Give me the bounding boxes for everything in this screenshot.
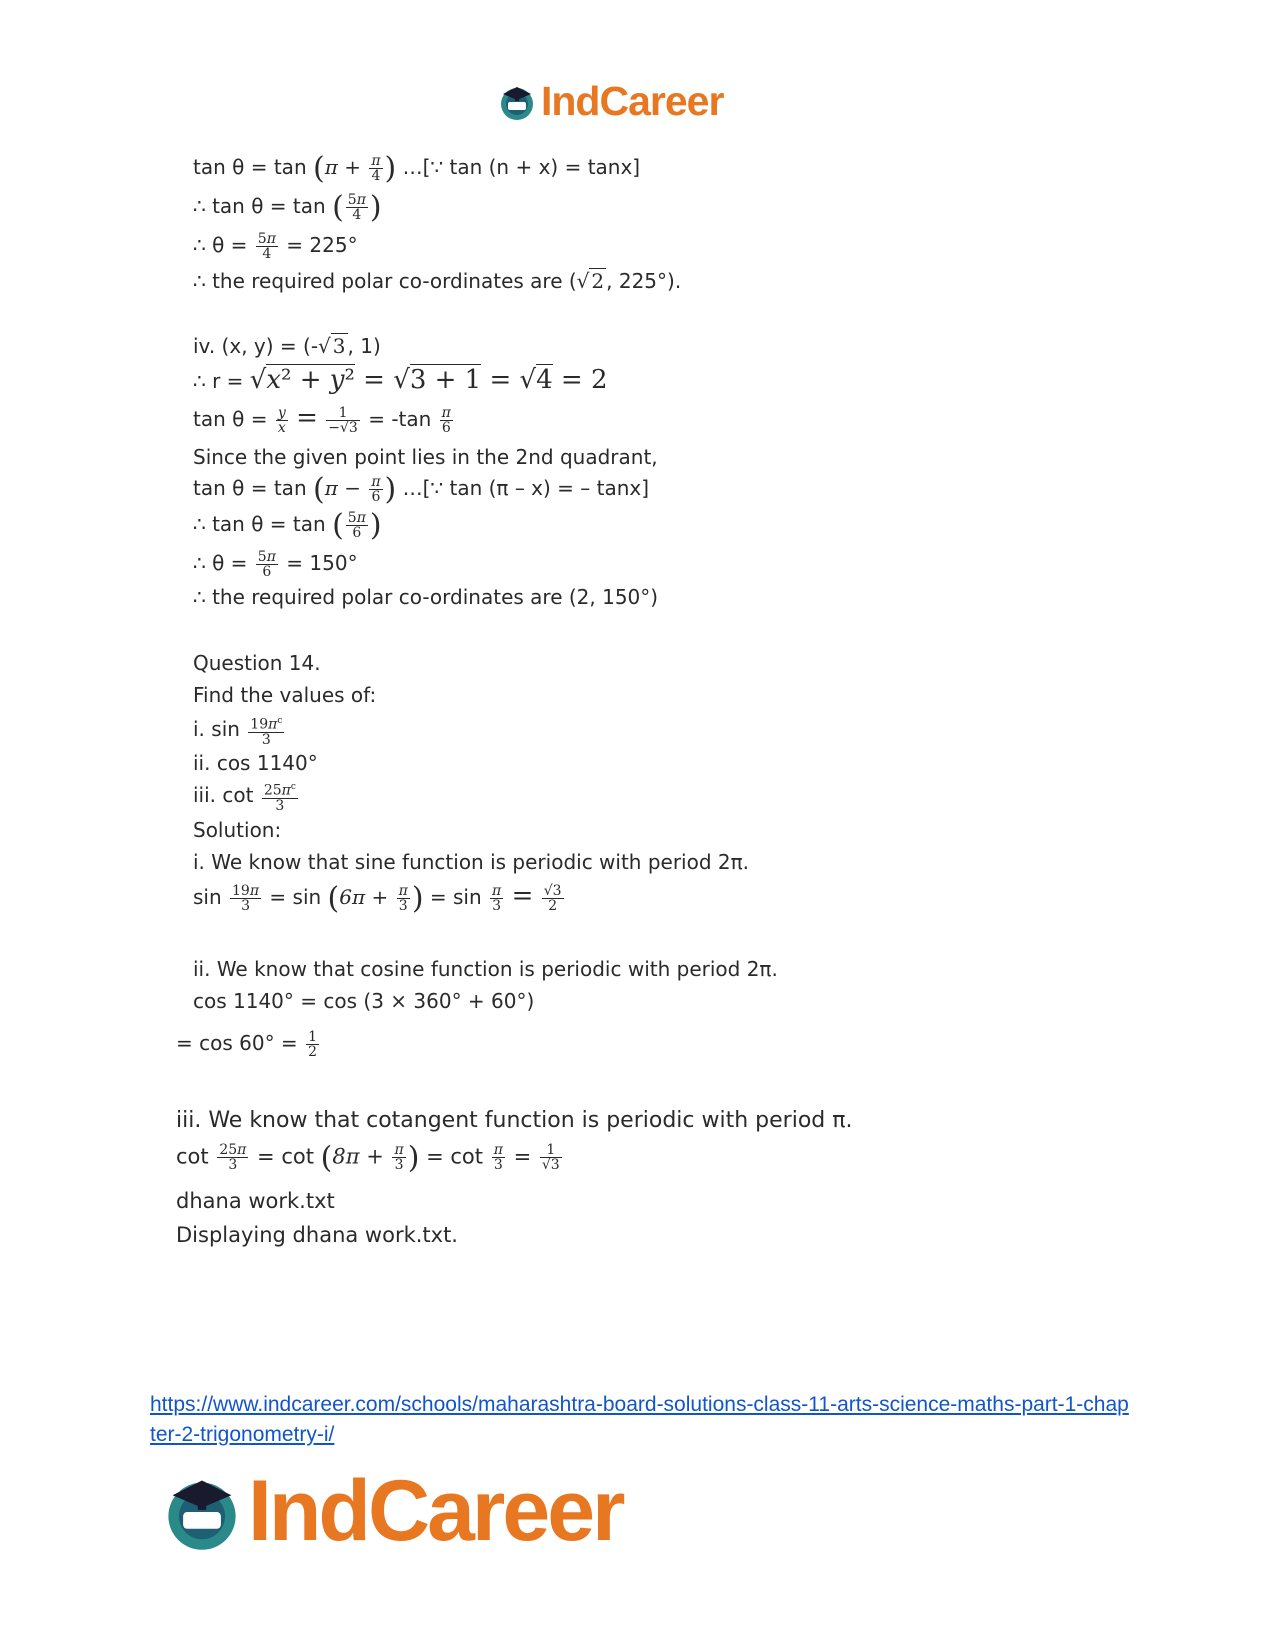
- question-heading: Question 14.: [193, 651, 321, 675]
- question-part-ii: ii. cos 1140°: [193, 751, 318, 775]
- question-part-iii: iii. cot $\frac{25\pi^c}{3}$: [193, 782, 296, 814]
- solution-ii-expansion: cos 1140° = cos (3 × 360° + 60°): [193, 989, 535, 1013]
- line-tan-theta-1: tan θ = tan (π + $\frac{\pi}{4}$ ) …[∵ tan (n + x) = tanx]: [193, 151, 641, 186]
- line-theta-150: ∴ θ = $\frac{5\pi}{6}$ = 150°: [193, 549, 358, 580]
- question-prompt: Find the values of:: [193, 683, 377, 707]
- line-theta-225: ∴ θ = $\frac{5\pi}{4}$ = 225°: [193, 231, 358, 262]
- indcareer-logo-top: [497, 78, 723, 125]
- file-status: Displaying dhana work.txt.: [176, 1223, 458, 1247]
- solution-i-equation: sin $\frac{19\pi}{3}$ = sin (6π + $\frac{\pi}{3}$ ) = sin $\frac{\pi}{3}$ = $\frac{√3}{2}$: [193, 881, 562, 916]
- line-tan-theta-3: tan θ = tan (π − $\frac{\pi}{6}$ ) …[∵ tan (π – x) = – tanx]: [193, 472, 650, 507]
- source-url-link[interactable]: https://www.indcareer.com/schools/maharashtra-board-solutions-class-11-arts-science-maths-part-1-chapter-2-trigonometry-i/: [150, 1393, 1129, 1446]
- question-part-i: i. sin $\frac{19\pi^c}{3}$: [193, 716, 283, 748]
- indcareer-logo-bottom: [160, 1462, 623, 1561]
- logo-wordmark: IndCareer: [248, 1463, 623, 1559]
- solution-ii-text: ii. We know that cosine function is periodic with period 2π.: [193, 957, 778, 981]
- solution-heading: Solution:: [193, 818, 282, 842]
- graduation-cap-globe-icon: [160, 1470, 244, 1554]
- solution-i-text: i. We know that sine function is periodic with period 2π.: [193, 850, 750, 874]
- line-polar-coords-1: ∴ the required polar co-ordinates are (√ 2 , 225°).: [193, 269, 682, 293]
- solution-ii-result: = cos 60° = $\frac{1}{2}$: [176, 1029, 317, 1060]
- logo-wordmark: IndCareer: [541, 78, 724, 124]
- line-2nd-quadrant: Since the given point lies in the 2nd quadrant,: [193, 445, 658, 469]
- line-tan-theta-4: ∴ tan θ = tan ( $\frac{5\pi}{6}$ ): [193, 508, 382, 543]
- solution-iii-text: iii. We know that cotangent function is periodic with period π.: [176, 1108, 853, 1133]
- line-tan-theta-neg: tan θ = $\frac{y}{x}$ = $\frac{1}{-√3}$ = -tan $\frac{\pi}{6}$: [193, 403, 451, 436]
- graduation-cap-globe-icon: [497, 82, 537, 122]
- line-tan-theta-2: ∴ tan θ = tan ( $\frac{5\pi}{4}$ ): [193, 190, 382, 225]
- solution-iii-equation: cot $\frac{25\pi}{3}$ = cot (8π + $\frac{\pi}{3}$ ) = cot $\frac{\pi}{3}$ = $\frac{1}{√3}$: [176, 1140, 560, 1176]
- line-polar-coords-2: ∴ the required polar co-ordinates are (2, 150°): [193, 585, 659, 609]
- line-iv-xy: iv. (x, y) = (-√ 3 , 1): [193, 334, 381, 358]
- file-name: dhana work.txt: [176, 1189, 335, 1213]
- line-r-value: ∴ r = √x² + y² = √3 + 1 = √4 = 2: [193, 365, 608, 395]
